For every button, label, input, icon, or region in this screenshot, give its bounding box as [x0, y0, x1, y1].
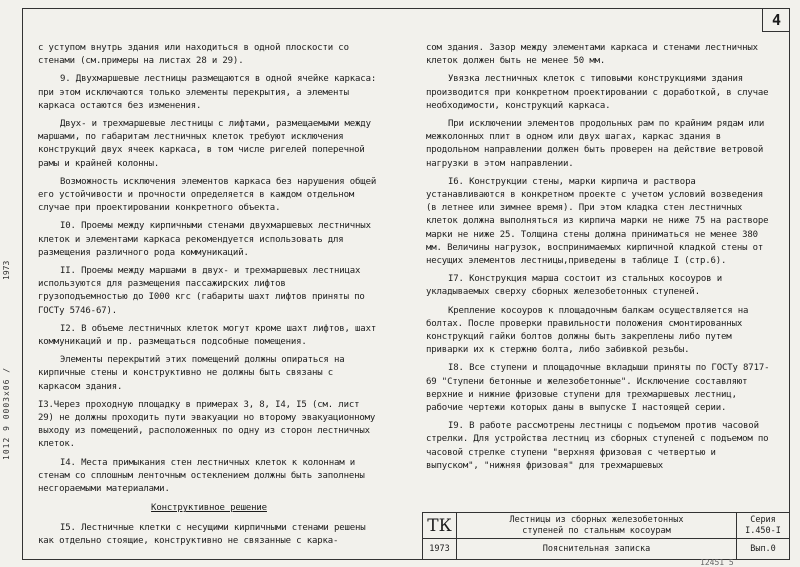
- title-block-title: [457, 513, 737, 539]
- section-heading: Конструктивное решение: [151, 503, 267, 514]
- title-block-series: [737, 513, 790, 539]
- title-block-logo: ТК: [423, 513, 457, 539]
- paragraph: I6. Конструкции стены, марки кирпича и раствора устанавливаются в конкретном проекте с учетом условий возведения (в летнее или зимнее время). При этом кладка стен лестничных клеток должна выполняться из кирпича марки не ниже 75 на растворе марки не ниже 25. Толщина стены должна приниматься не менее 380 мм. Величины нагрузок, воспринимаемых кирпичной кладкой стены от несущих элементов лестницы,приведены в таблице I (стр.6).: [426, 176, 769, 267]
- paragraph: II. Проемы между маршами в двух- и трехмаршевых лестницах используются для размещения пассажирских лифтов грузоподъемностью до I000 кгс (габариты шахт лифтов приняты по ГОСТу 5746-67).: [38, 266, 365, 316]
- paragraph: Увязка лестничных клеток с типовыми конструкциями здания производится при конкретном проектировании с доработкой, в случае необходимости, конструкций каркаса.: [426, 74, 769, 111]
- series-value: I.450-I: [745, 526, 781, 536]
- paragraph: с уступом внутрь здания или находиться в одной плоскости со стенами (см.примеры на листах 28 и 29).: [38, 43, 349, 67]
- paragraph: сом здания. Зазор между элементами каркаса и стенами лестничных клеток должен быть не менее 50 мм.: [426, 43, 758, 67]
- paragraph: Возможность исключения элементов каркаса без нарушения общей его устойчивости и прочности определяется в каждом отдельном случае при проектировании конкретного объекта.: [38, 176, 377, 214]
- series-label: Серия: [750, 515, 776, 525]
- paragraph: I8. Все ступени и площадочные вкладыши приняты по ГОСТу 8717-69 "Ступени бетонные и железобетонные". Исключение составляют верхние и нижние фризовые ступени для трехмаршевых лестниц, рабочие чертежи которых даны в выпуске I настоящей серии.: [426, 363, 770, 414]
- paragraph: Двух- и трехмаршевые лестницы с лифтами, размещаемыми между маршами, по габаритам лестничных клеток требуют исключения конструкций двух ячеек каркаса, в том числе ригелей поперечной рамы и крайней колонны.: [38, 119, 371, 169]
- title-block-note: Пояснительная записка: [457, 539, 737, 560]
- paragraph: I2. В объеме лестничных клеток могут кроме шахт лифтов, шахт коммуникаций и пр. размещаться подсобные помещения.: [38, 323, 377, 348]
- side-annotation-year: 1973: [2, 260, 11, 280]
- paragraph: I3.Через проходную площадку в примерах 3, 8, I4, I5 (см. лист 29) не должны проходить пути эвакуации но второму эвакуационному выходу из помещений, расположенных по одну из сторон лестничных клеток.: [38, 399, 376, 450]
- paragraph: Крепление косоуров к площадочным балкам осуществляется на болтах. После проверки правильности положения смонтированных конструкций гайки болтов должны быть закреплены либо путем приварки их к стержню болта, либо забивкой резьбы.: [426, 305, 749, 356]
- title-block: [422, 512, 790, 560]
- footer-mark: 12451 5: [700, 558, 734, 567]
- title-line-1: Лестницы из сборных железобетонных: [509, 515, 684, 525]
- side-annotation-inventory: 1012 9 0003x06 /: [2, 366, 11, 460]
- title-block-issue: Вып.0: [737, 539, 790, 560]
- paragraph: I5. Лестничные клетки с несущими кирпичными стенами решены как отдельно стоящие, конструктивно не связанные с карка-: [38, 522, 366, 546]
- title-block-year: 1973: [423, 539, 457, 560]
- paragraph: 9. Двухмаршевые лестницы размещаются в одной ячейке каркаса: при этом исключаются только элементы перекрытия, а элементы каркаса остаются без изменения.: [38, 74, 377, 111]
- page-number: 4: [762, 8, 790, 32]
- paragraph: При исключении элементов продольных рам по крайним рядам или межколонных плит в одном или двух шагах, каркас здания в продольном направлении должен быть проверен на действие ветровой нагрузки в этом направлении.: [426, 119, 765, 169]
- right-column: [426, 42, 771, 478]
- paragraph: I0. Проемы между кирпичными стенами двухмаршевых лестничных клеток и элементами каркаса рекомендуется использовать для размещения различного рода коммуникаций.: [38, 221, 371, 258]
- paragraph: I4. Места примыкания стен лестничных клеток к колоннам и стенам со сплошным ленточным остеклением должны быть заполнены несгораемыми материалами.: [38, 457, 365, 495]
- left-column: [38, 42, 380, 553]
- paragraph: I7. Конструкция марша состоит из стальных косоуров и укладываемых сверху сборных железобетонных ступеней.: [426, 274, 722, 298]
- paragraph: Элементы перекрытий этих помещений должны опираться на кирпичные стены и конструктивно не должны быть связаны с каркасом здания.: [38, 355, 345, 392]
- title-line-2: ступеней по стальным косоурам: [522, 526, 671, 536]
- paragraph: I9. В работе рассмотрены лестницы с подъемом против часовой стрелки. Для устройства лестниц из сборных ступеней с подъемом по часовой стрелке ступени "верхняя фризовая с четвертью и выпуском", "нижняя фризовая" для трехмаршевых: [426, 421, 769, 471]
